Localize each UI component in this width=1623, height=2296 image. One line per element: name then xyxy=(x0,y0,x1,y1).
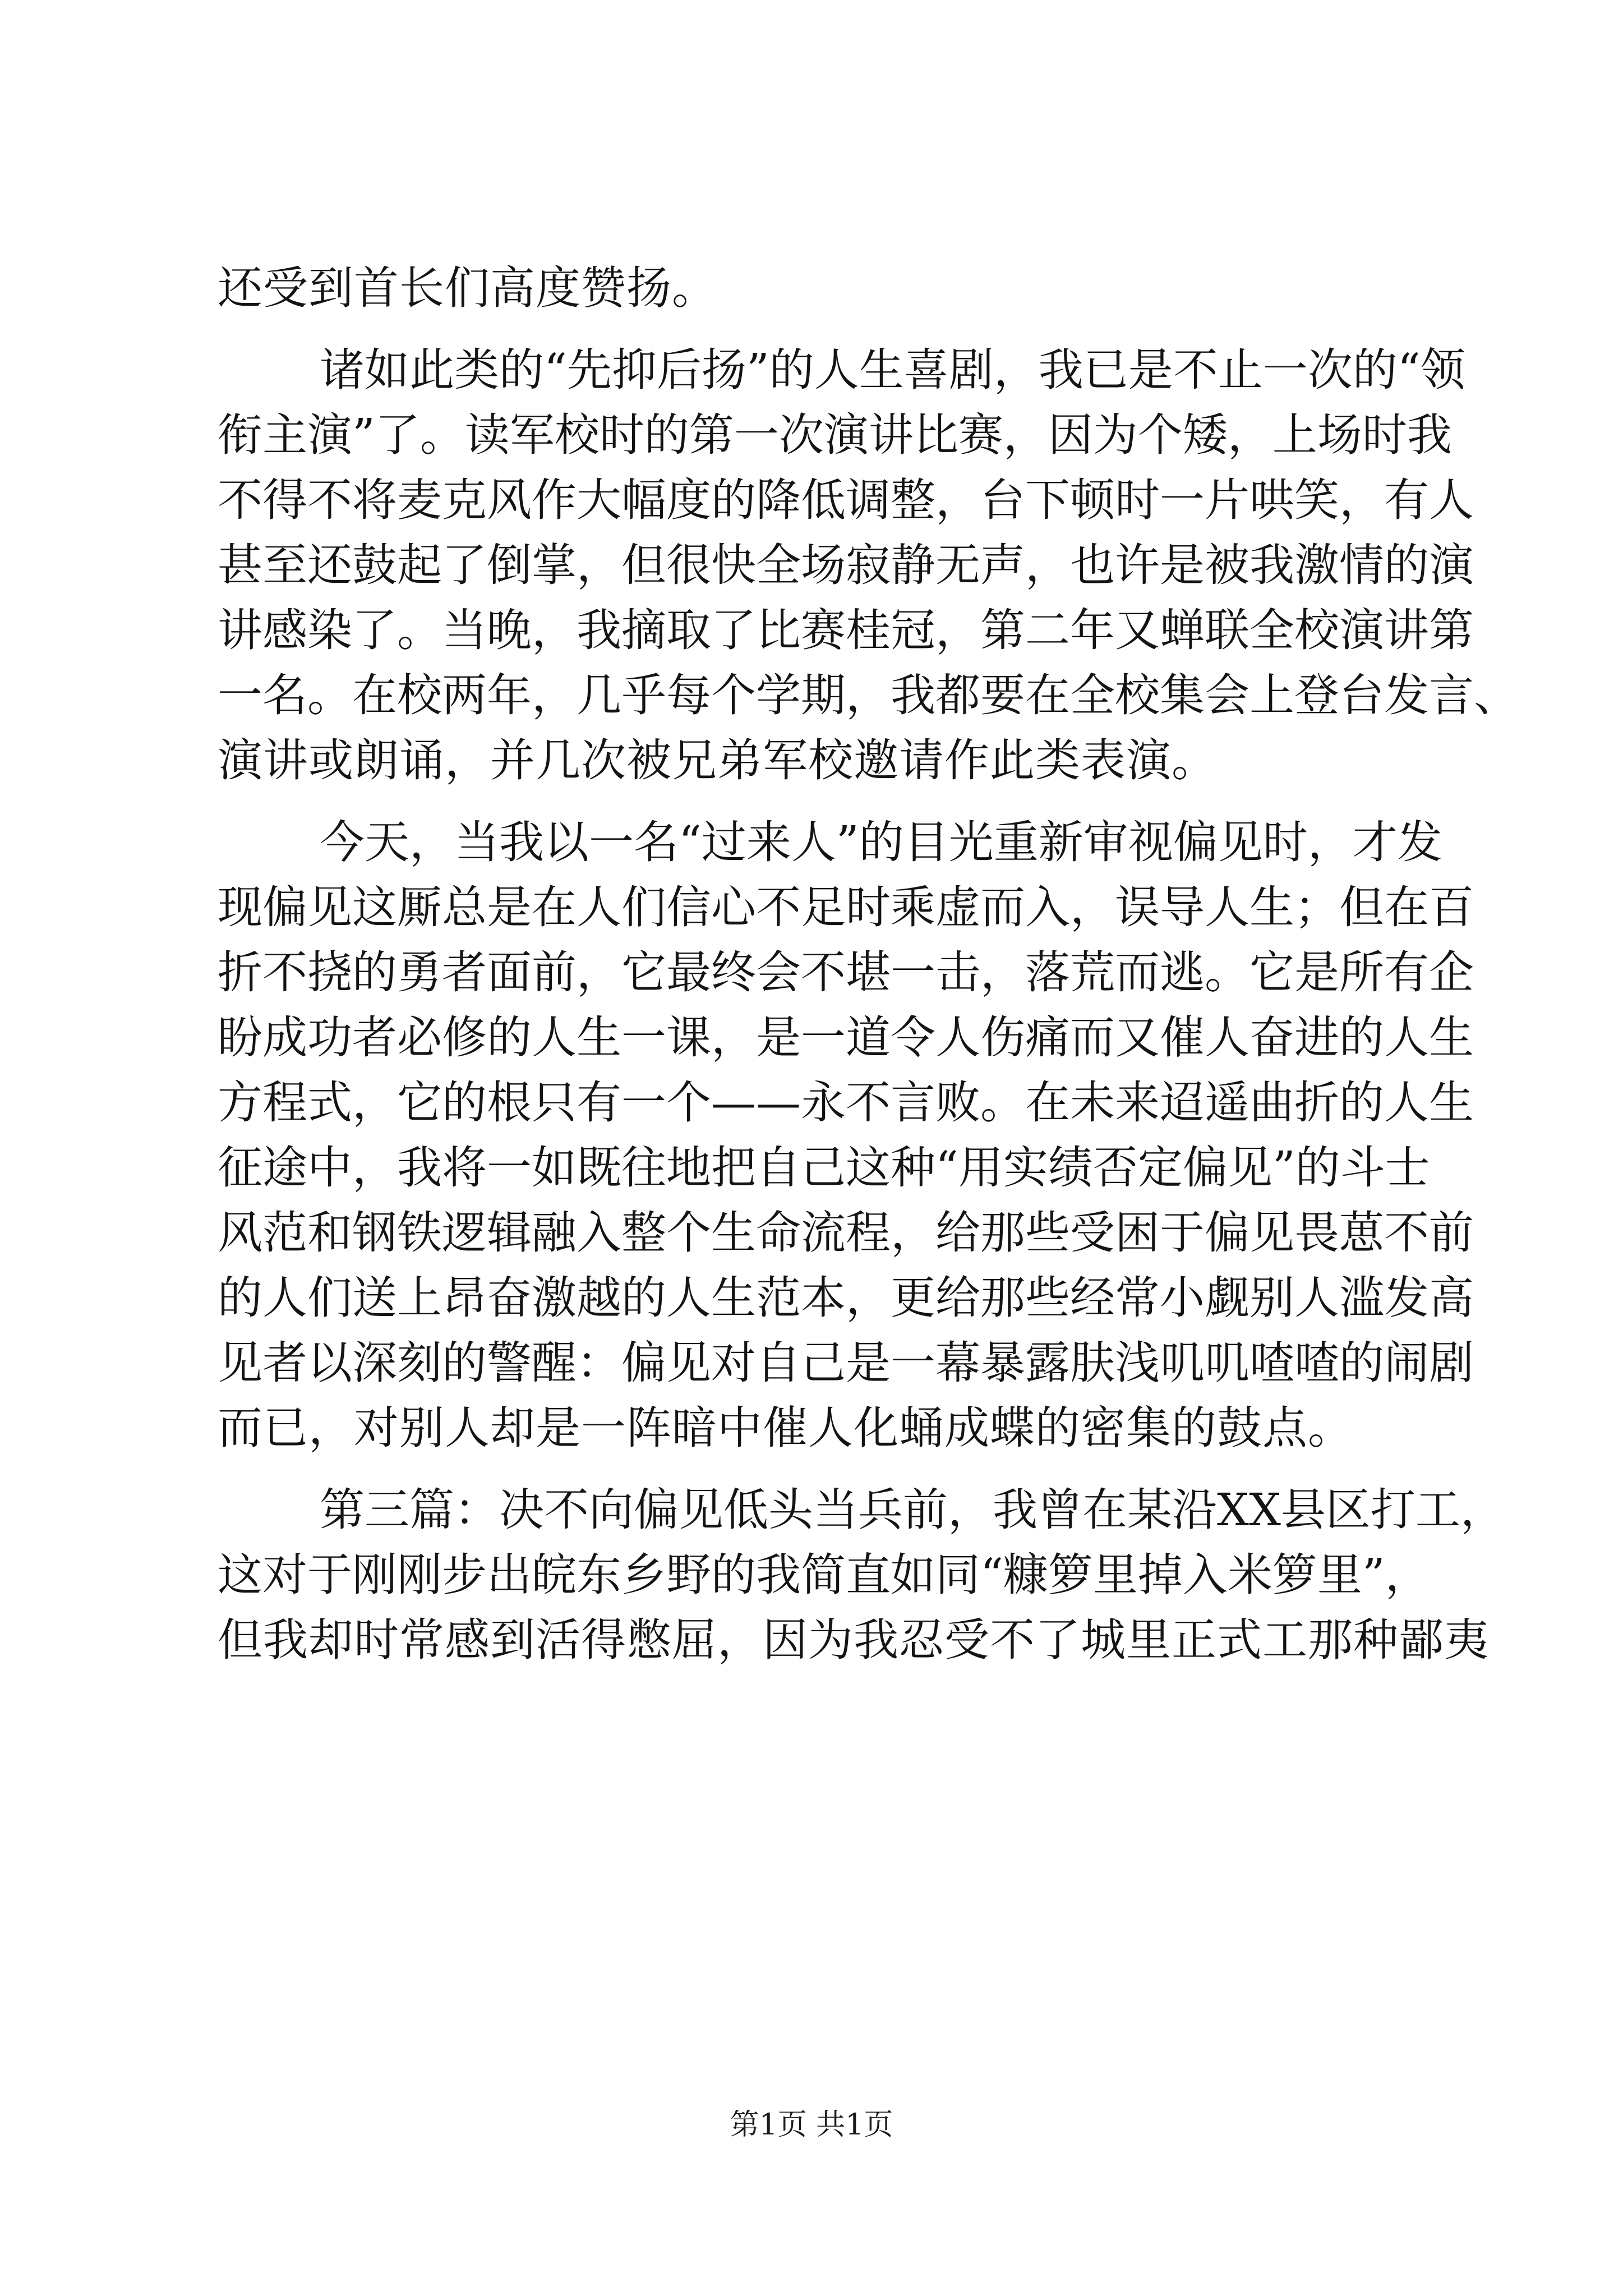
text-line: 今天，当我以一名“过来人”的目光重新审视偏见时，才发 xyxy=(320,816,1442,868)
text-line: 不得不将麦克风作大幅度的降低调整，台下顿时一片哄笑，有人 xyxy=(218,474,1474,526)
text-line: 见者以深刻的警醒：偏见对自己是一幕暴露肤浅叽叽喳喳的闹剧 xyxy=(218,1337,1474,1389)
text-line: 但我却时常感到活得憋屈，因为我忍受不了城里正式工那种鄙夷 xyxy=(218,1614,1490,1666)
text-line: 现偏见这厮总是在人们信心不足时乘虚而入，误导人生；但在百 xyxy=(218,881,1474,933)
text-line: 折不挠的勇者面前，它最终会不堪一击，落荒而逃。它是所有企 xyxy=(218,946,1474,999)
text-line: 演讲或朗诵，并几次被兄弟军校邀请作此类表演。 xyxy=(218,734,1217,786)
text-line: 一名。在校两年，几乎每个学期，我都要在全校集会上登台发言、 xyxy=(218,669,1519,721)
text-line: 第三篇：决不向偏见低头当兵前，我曾在某沿XX县区打工， xyxy=(320,1484,1505,1536)
page-footer: 第1页 共1页 xyxy=(730,2108,893,2142)
text-line: 衔主演”了。读军校时的第一次演讲比赛，因为个矮，上场时我 xyxy=(218,409,1452,461)
text-line: 的人们送上昂奋激越的人生范本，更给那些经常小觑别人滥发高 xyxy=(218,1272,1474,1324)
text-line: 征途中，我将一如既往地把自己这种“用实绩否定偏见”的斗士 xyxy=(218,1142,1430,1194)
text-line: 盼成功者必修的人生一课，是一道令人伤痛而又催人奋进的人生 xyxy=(218,1011,1474,1064)
text-line: 讲感染了。当晚，我摘取了比赛桂冠，第二年又蝉联全校演讲第 xyxy=(218,604,1474,656)
text-line: 还受到首长们高度赞扬。 xyxy=(218,262,717,314)
text-line: 甚至还鼓起了倒掌，但很快全场寂静无声，也许是被我激情的演 xyxy=(218,539,1474,591)
text-line: 方程式，它的根只有一个——永不言败。在未来迢遥曲折的人生 xyxy=(218,1076,1474,1129)
text-line: 诸如此类的“先抑后扬”的人生喜剧，我已是不止一次的“领 xyxy=(320,344,1465,396)
text-line: 这对于刚刚步出皖东乡野的我简直如同“糠箩里掉入米箩里”， xyxy=(218,1549,1430,1601)
text-line: 而已，对别人却是一阵暗中催人化蛹成蝶的密集的鼓点。 xyxy=(218,1402,1353,1454)
text-line: 风范和钢铁逻辑融入整个生命流程，给那些受困于偏见畏葸不前 xyxy=(218,1207,1474,1259)
